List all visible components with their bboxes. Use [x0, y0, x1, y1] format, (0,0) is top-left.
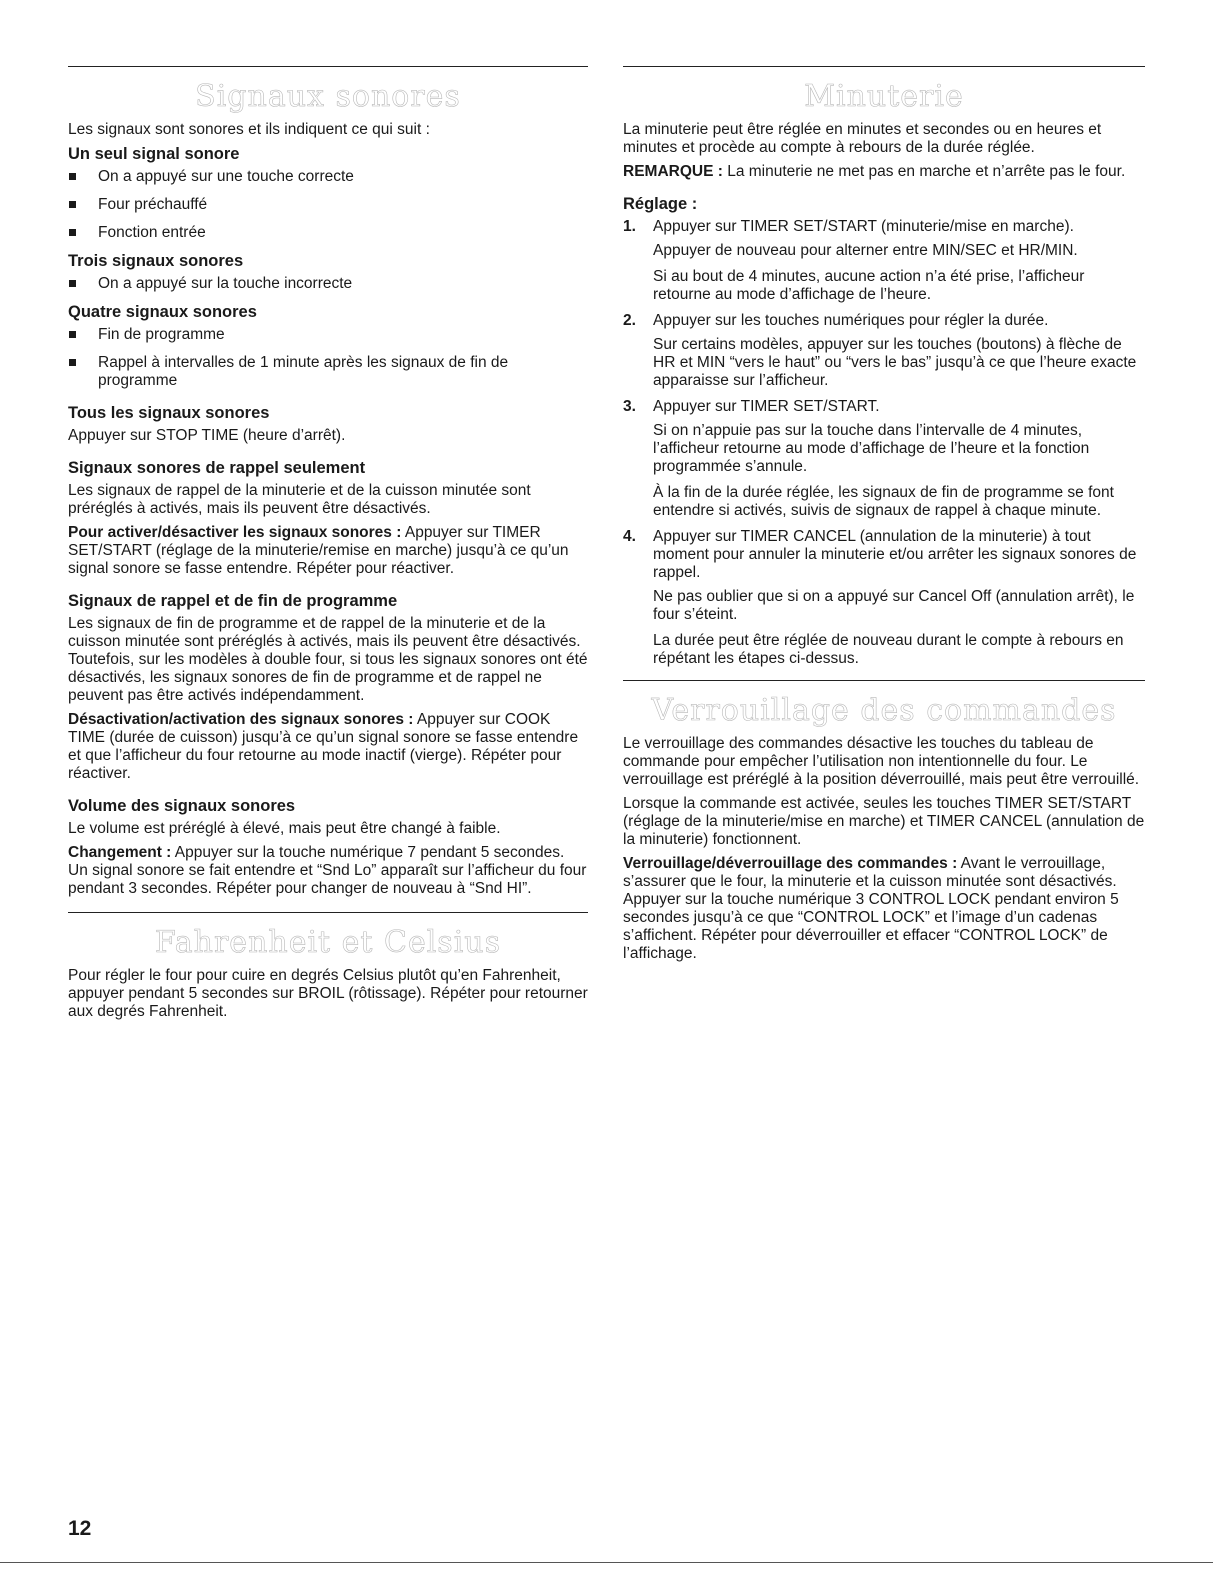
- list-item: Rappel à intervalles de 1 minute après les signaux de fin de programme: [68, 354, 588, 390]
- minuterie-remarque: REMARQUE : La minuterie ne met pas en marche et n’arrête pas le four.: [623, 163, 1126, 180]
- bullet-icon: [69, 229, 76, 236]
- verrouillage-title: Verrouillage des commandes: [651, 693, 1117, 728]
- left-column: [68, 66, 588, 1027]
- page-number: 12: [68, 1517, 92, 1540]
- fahrenheit-celsius-title: Fahrenheit et Celsius: [154, 925, 502, 960]
- volume-heading: Volume des signaux sonores: [68, 797, 296, 815]
- step-3-note: À la fin de la durée réglée, les signaux de fin de programme se font entendre si activés, suivis de signaux de rappel à chaque minute.: [653, 484, 1114, 519]
- fahrenheit-text: Pour régler le four pour cuire en degrés Celsius plutôt qu’en Fahrenheit, appuyer pendant 5 secondes sur BROIL (rôtissage). Répéter pour retourner aux degrés Fahrenheit.: [68, 967, 588, 1020]
- volume-text: Le volume est préréglé à élevé, mais peut être changé à faible.: [68, 820, 501, 837]
- step-1: 1. Appuyer sur TIMER SET/START (minuterie/mise en marche).: [623, 218, 1074, 235]
- verrouillage-instructions: Verrouillage/déverrouillage des commandes : Avant le verrouillage, s’assurer que le four, la minuterie et la cuisson minutée sont désactivés. Appuyer sur la touche numérique 3 CONTROL LOCK pendant environ 5 secondes jusqu’à ce que “CONTROL LOCK” et l’image d’un cadenas s’affichent. Répéter pour déverrouiller et effacer “CONTROL LOCK” de l’affichage.: [623, 855, 1119, 962]
- verrouillage-p2: Lorsque la commande est activée, seules les touches TIMER SET/START (réglage de la minuterie/mise en marche) et TIMER CANCEL (annulation de la minuterie) fonctionnent.: [623, 795, 1145, 848]
- bullet-icon: [69, 173, 76, 180]
- section-rule: [68, 912, 588, 913]
- signaux-sonores-title: Signaux sonores: [195, 79, 461, 114]
- step-2-note: Sur certains modèles, appuyer sur les touches (boutons) à flèche de HR et MIN “vers le haut” ou “vers le bas” jusqu’à ce que l’heure exacte apparaisse sur l’afficheur.: [653, 336, 1137, 389]
- bullet-icon: [69, 201, 76, 208]
- section-rule: [623, 680, 1145, 681]
- step-3: 3. Appuyer sur TIMER SET/START.: [623, 398, 880, 415]
- bottom-rule: [0, 1562, 1213, 1563]
- right-column: [623, 66, 1145, 969]
- list-item: Four préchauffé: [68, 196, 588, 214]
- step-4-note: La durée peut être réglée de nouveau durant le compte à rebours en répétant les étapes ci-dessus.: [653, 632, 1124, 667]
- step-4: 4. Appuyer sur TIMER CANCEL (annulation de la minuterie) à tout moment pour annuler la minuterie et/ou arrêter les signaux sonores de rappel.: [623, 528, 1137, 581]
- list-item: Fin de programme: [68, 326, 588, 344]
- tous-heading: Tous les signaux sonores: [68, 404, 270, 422]
- trois-heading: Trois signaux sonores: [68, 252, 244, 270]
- step-1-note: Appuyer de nouveau pour alterner entre MIN/SEC et HR/MIN.: [653, 242, 1078, 259]
- list-item: On a appuyé sur une touche correcte: [68, 168, 588, 186]
- step-2: 2. Appuyer sur les touches numériques pour régler la durée.: [623, 312, 1049, 329]
- minuterie-title: Minuterie: [804, 79, 964, 114]
- bullet-icon: [69, 280, 76, 287]
- list-item: Fonction entrée: [68, 224, 588, 242]
- seul-heading: Un seul signal sonore: [68, 145, 240, 163]
- step-3-note: Si on n’appuie pas sur la touche dans l’intervalle de 4 minutes, l’afficheur retourne au mode d’affichage de l’heure et la fonction programmée s’annule.: [653, 422, 1090, 475]
- quatre-heading: Quatre signaux sonores: [68, 303, 257, 321]
- list-item: On a appuyé sur la touche incorrecte: [68, 275, 588, 293]
- section-rule: [68, 66, 588, 67]
- signaux-intro: Les signaux sont sonores et ils indiquent ce qui suit :: [68, 121, 430, 138]
- minuterie-intro: La minuterie peut être réglée en minutes et secondes ou en heures et minutes et procède au compte à rebours de la durée réglée.: [623, 121, 1102, 156]
- bullet-icon: [69, 331, 76, 338]
- reglage-heading: Réglage :: [623, 195, 698, 213]
- step-4-note: Ne pas oublier que si on a appuyé sur Cancel Off (annulation arrêt), le four s’éteint.: [653, 588, 1135, 623]
- section-rule: [623, 66, 1145, 67]
- fin-text: Les signaux de fin de programme et de rappel de la minuterie et de la cuisson minutée sont préréglés à activés, mais ils peuvent être désactivés. Toutefois, sur les modèles à double four, si tous les signaux sonores ont été désactivés, les signaux sonores de fin de programme et de rappel ne peuvent pas être activés indépendamment.: [68, 615, 588, 704]
- bullet-icon: [69, 359, 76, 366]
- rappel-text: Les signaux de rappel de la minuterie et de la cuisson minutée sont préréglés à activés, mais ils peuvent être désactivés.: [68, 482, 531, 517]
- volume-instructions: Changement : Appuyer sur la touche numérique 7 pendant 5 secondes. Un signal sonore se fait entendre et “Snd Lo” apparaît sur l’afficheur du four pendant 3 secondes. Répéter pour changer de nouveau à “Snd HI”.: [68, 844, 587, 897]
- rappel-heading: Signaux sonores de rappel seulement: [68, 459, 366, 477]
- step-1-note: Si au bout de 4 minutes, aucune action n’a été prise, l’afficheur retourne au mode d’affichage de l’heure.: [653, 268, 1085, 303]
- fin-instructions: Désactivation/activation des signaux sonores : Appuyer sur COOK TIME (durée de cuisson) jusqu’à ce qu’un signal sonore se fasse entendre et que l’afficheur du four retourne au mode inactif (vierge). Répéter pour réactiver.: [68, 711, 579, 782]
- tous-text: Appuyer sur STOP TIME (heure d’arrêt).: [68, 427, 346, 444]
- verrouillage-p1: Le verrouillage des commandes désactive les touches du tableau de commande pour empêcher l’utilisation non intentionnelle du four. Le verrouillage est préréglé à la position déverrouillé, mais peut être verrouillé.: [623, 735, 1140, 788]
- fin-heading: Signaux de rappel et de fin de programme: [68, 592, 398, 610]
- rappel-instructions: Pour activer/désactiver les signaux sonores : Appuyer sur TIMER SET/START (réglage de la minuterie/remise en marche) jusqu’à ce qu’un signal sonore se fasse entendre. Répéter pour réactiver.: [68, 524, 569, 577]
